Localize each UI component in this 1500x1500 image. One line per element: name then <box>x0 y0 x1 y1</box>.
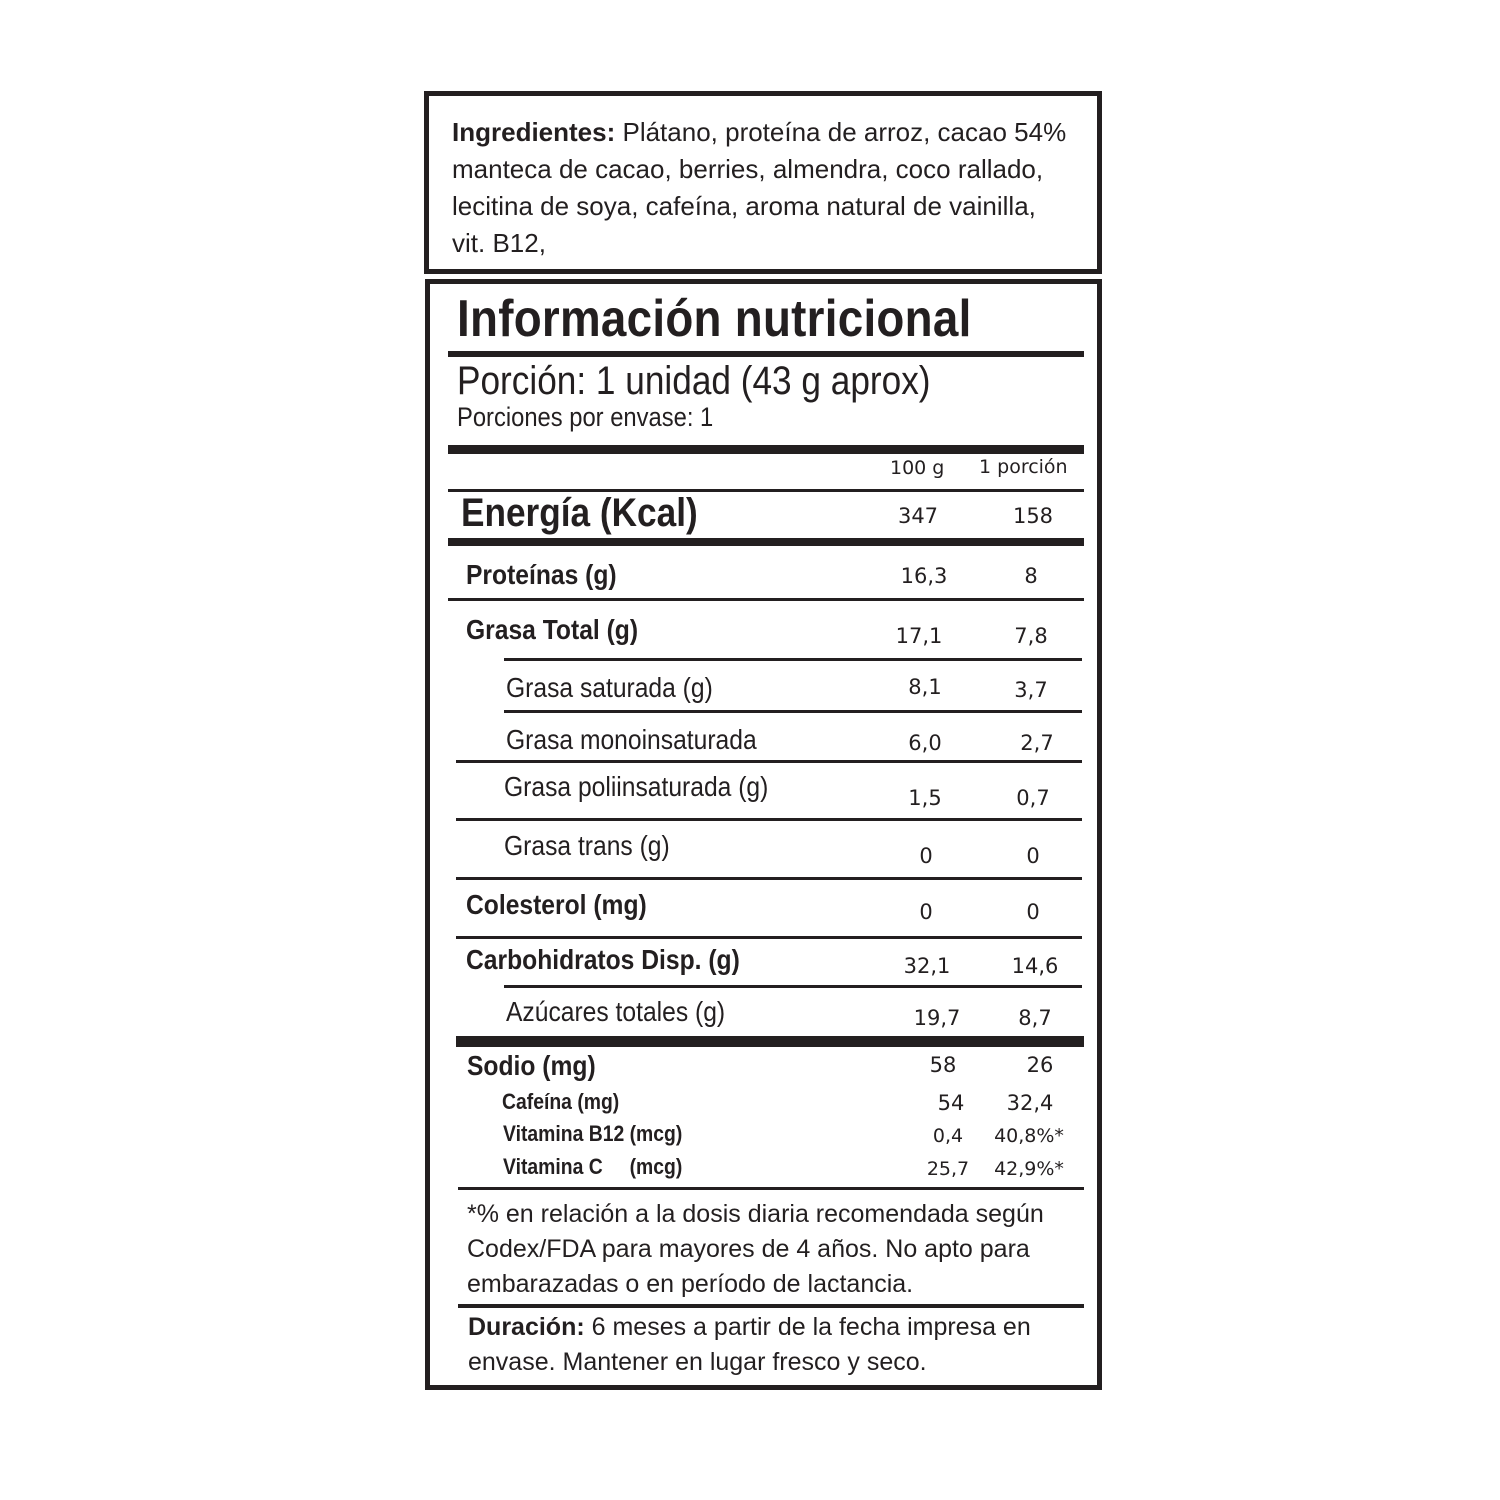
column-header-100g: 100 g <box>890 457 945 479</box>
title-rule <box>448 351 1084 357</box>
nutrient-value-100g: 19,7 <box>913 1006 961 1030</box>
row-rule <box>448 598 1084 601</box>
duration-note <box>468 1310 1088 1380</box>
footnote: *% en relación a la dosis diaria recomendada según Codex/FDA para mayores de 4 años. No apto para embarazadas o en período de lactancia. <box>467 1200 1044 1298</box>
ingredients-box <box>424 91 1102 274</box>
column-header-portion: 1 porción <box>979 456 1068 478</box>
nutrient-value-100g: 347 <box>897 504 939 528</box>
nutrient-value-portion: 0 <box>1026 900 1040 924</box>
nutrient-label: Grasa poliinsaturada (g) <box>504 771 769 802</box>
nutrient-label: Grasa monoinsaturada <box>506 724 757 755</box>
serving-rule <box>448 445 1084 454</box>
nutrient-label: Grasa trans (g) <box>504 830 670 861</box>
nutrient-label: Proteínas (g) <box>466 559 617 590</box>
nutrient-value-portion: 14,6 <box>1011 954 1059 978</box>
footnote-rule <box>458 1187 1084 1190</box>
ingredients-label: Ingredientes: <box>452 117 616 147</box>
nutrient-value-100g: 0,4 <box>932 1125 964 1147</box>
row-rule <box>456 936 1082 939</box>
row-rule <box>456 877 1082 880</box>
duration-text: 6 meses a partir de la fecha impresa en envase. Mantener en lugar fresco y seco. <box>468 1313 1031 1376</box>
servings-per-container: Porciones por envase: 1 <box>457 402 714 432</box>
nutrient-value-portion: 2,7 <box>1020 731 1054 755</box>
nutrient-value-100g: 1,5 <box>908 786 942 810</box>
nutrient-value-portion: 32,4 <box>1006 1091 1054 1115</box>
ingredients-list: Plátano, proteína de arroz, cacao 54% manteca de cacao, berries, almendra, coco rallado, lecitina de soya, cafeína, aroma natural de vainilla, vit. B12, <box>452 117 1067 258</box>
nutrient-label: Vitamina B12 (mcg) <box>503 1121 683 1146</box>
nutrient-label: Energía (Kcal) <box>461 491 698 535</box>
nutrient-label: Azúcares totales (g) <box>506 996 726 1027</box>
nutrient-label: Grasa Total (g) <box>466 614 639 645</box>
nutrient-value-100g: 32,1 <box>903 954 951 978</box>
nutrition-title: Información nutricional <box>457 290 972 348</box>
sodium-top-rule <box>456 1036 1084 1047</box>
nutrient-label: Cafeína (mg) <box>502 1089 620 1114</box>
nutrient-value-100g: 58 <box>929 1053 957 1077</box>
energy-rule <box>448 538 1084 546</box>
row-rule <box>504 710 1082 713</box>
nutrient-value-100g: 0 <box>919 844 933 868</box>
nutrient-label: Grasa saturada (g) <box>506 672 713 703</box>
nutrient-value-100g: 17,1 <box>895 624 943 648</box>
nutrient-value-portion: 40,8%* <box>994 1125 1064 1147</box>
nutrient-value-100g: 8,1 <box>908 675 942 699</box>
nutrient-label: Colesterol (mg) <box>466 889 647 920</box>
nutrient-value-100g: 25,7 <box>926 1158 970 1180</box>
nutrient-value-portion: 0,7 <box>1016 786 1050 810</box>
nutrient-value-portion: 8 <box>1024 564 1038 588</box>
nutrient-value-portion: 3,7 <box>1014 678 1048 702</box>
nutrition-facts-panel <box>425 279 1102 1390</box>
nutrient-label: Sodio (mg) <box>467 1050 596 1081</box>
row-rule <box>456 818 1082 821</box>
nutrient-label: Vitamina C (mcg) <box>503 1154 683 1179</box>
nutrient-value-portion: 158 <box>1012 504 1054 528</box>
nutrient-value-100g: 16,3 <box>900 564 948 588</box>
row-rule <box>504 985 1082 988</box>
row-rule <box>456 760 1082 763</box>
nutrient-value-100g: 54 <box>937 1091 965 1115</box>
row-rule <box>504 658 1082 661</box>
duration-rule <box>458 1304 1084 1308</box>
nutrient-label: Carbohidratos Disp. (g) <box>466 944 740 975</box>
serving-size: Porción: 1 unidad (43 g aprox) <box>457 359 931 403</box>
nutrient-value-portion: 42,9%* <box>994 1158 1064 1180</box>
nutrient-value-100g: 6,0 <box>908 731 942 755</box>
duration-label: Duración: <box>468 1313 585 1341</box>
nutrient-value-portion: 26 <box>1026 1053 1054 1077</box>
nutrient-value-portion: 0 <box>1026 844 1040 868</box>
nutrient-value-portion: 8,7 <box>1018 1006 1052 1030</box>
nutrient-value-portion: 7,8 <box>1014 624 1048 648</box>
nutrient-value-100g: 0 <box>919 900 933 924</box>
ingredients-text <box>452 114 1092 262</box>
